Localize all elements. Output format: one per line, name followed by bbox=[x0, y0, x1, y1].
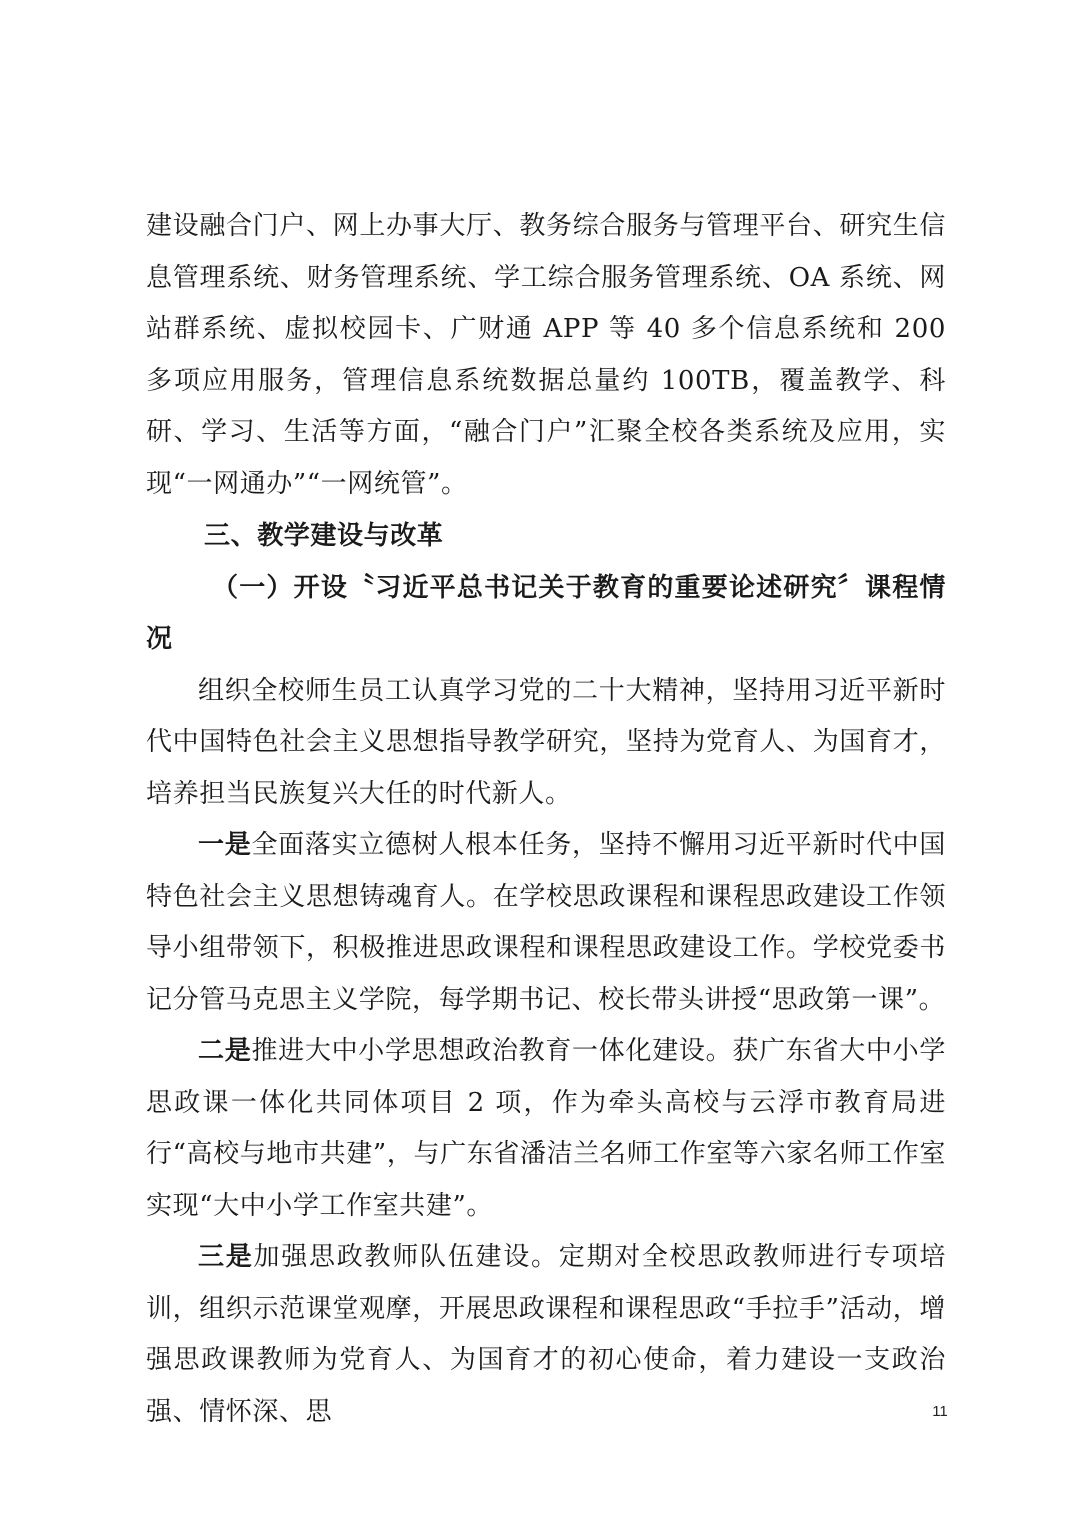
paragraph-intro: 建设融合门户、网上办事大厅、教务综合服务与管理平台、研究生信息管理系统、财务管理系统、学工综合服务管理系统、OA 系统、网站群系统、虚拟校园卡、广财通 APP 等 40 多个信息系统和 200 多项应用服务，管理信息系统数据总量约 100TB，覆盖教学、科研、学习、生活等方面，“融合门户”汇聚全校各类系统及应用，实现“一网通办”“一网统管”。 bbox=[146, 211, 946, 499]
paragraph-point-two bbox=[146, 1026, 946, 1232]
point-two-lead: 二是 bbox=[198, 1036, 252, 1066]
paragraph-point-one bbox=[146, 820, 946, 1026]
paragraph-summary: 组织全校师生员工认真学习党的二十大精神，坚持用习近平新时代中国特色社会主义思想指导教学研究，坚持为党育人、为国育才，培养担当民族复兴大任的时代新人。 bbox=[146, 675, 946, 809]
section-heading: 三、教学建设与改革 bbox=[204, 521, 444, 551]
page-number: 11 bbox=[932, 1403, 948, 1420]
point-one-lead: 一是 bbox=[198, 830, 252, 860]
paragraph-point-three bbox=[146, 1232, 946, 1438]
point-one-body: 全面落实立德树人根本任务，坚持不懈用习近平新时代中国特色社会主义思想铸魂育人。在学校思政课程和课程思政建设工作领导小组带领下，积极推进思政课程和课程思政建设工作。学校党委书记分管马克思主义学院，每学期书记、校长带头讲授“思政第一课”。 bbox=[146, 830, 946, 1015]
point-three-body: 加强思政教师队伍建设。定期对全校思政教师进行专项培训，组织示范课堂观摩，开展思政课程和课程思政“手拉手”活动，增强思政课教师为党育人、为国育才的初心使命，着力建设一支政治强、情怀深、思 bbox=[146, 1242, 946, 1427]
point-two-body: 推进大中小学思想政治教育一体化建设。获广东省大中小学思政课一体化共同体项目 2 项，作为牵头高校与云浮市教育局进行“高校与地市共建”，与广东省潘洁兰名师工作室等六家名师工作室实现“大中小学工作室共建”。 bbox=[146, 1036, 946, 1221]
point-three-lead: 三是 bbox=[198, 1242, 254, 1272]
document-body bbox=[146, 201, 946, 1438]
subsection-heading: （一）开设〝习近平总书记关于教育的重要论述研究〞课程情况 bbox=[146, 572, 946, 654]
